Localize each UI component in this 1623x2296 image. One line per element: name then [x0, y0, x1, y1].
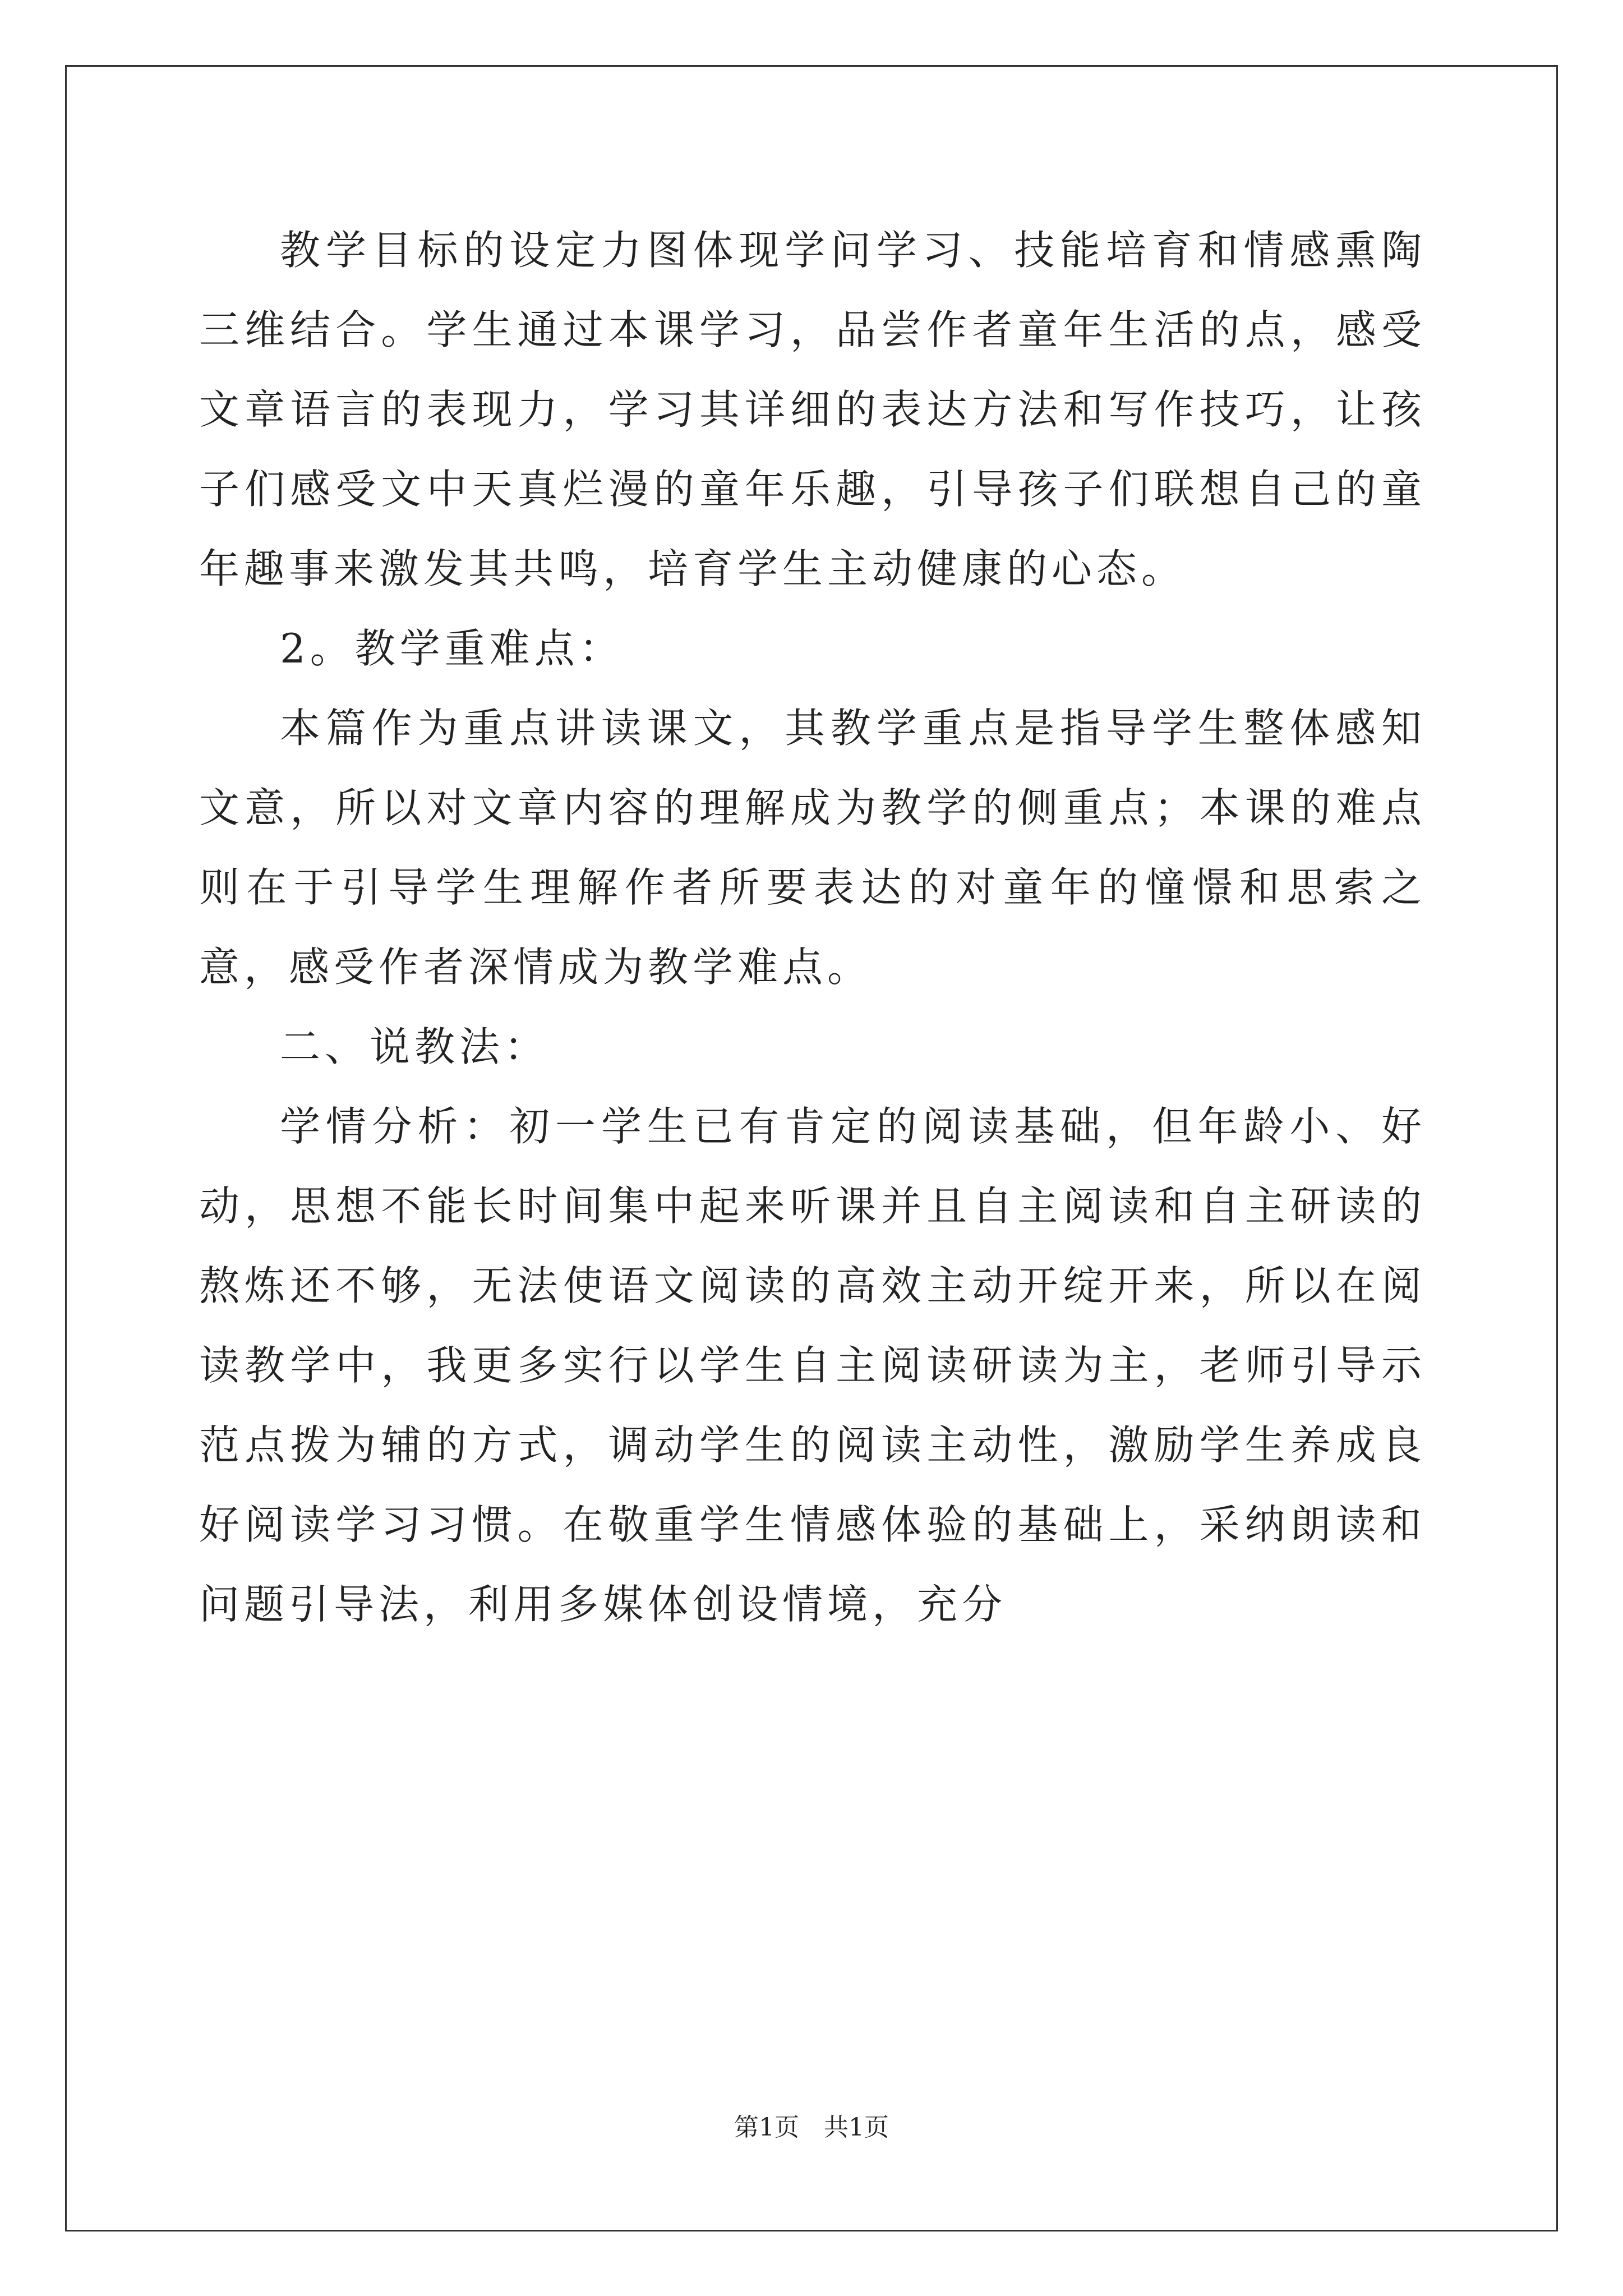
paragraph-heading-key-points: 2。教学重难点：: [280, 625, 624, 672]
page-number-current: 第1页: [734, 2113, 799, 2142]
document-body: [199, 210, 1426, 1644]
paragraph-student-analysis: 学情分析：初一学生已有肯定的阅读基础，但年龄小、好动，思想不能长时间集中起来听课并且自主阅读和自主研读的熬炼还不够，无法使语文阅读的高效主动开绽开来，所以在阅读教学中，我更多实行以学生自主阅读研读为主，老师引导示范点拨为辅的方式，调动学生的阅读主动性，激励学生养成良好阅读学习习惯。在敬重学生情感体验的基础上，采纳朗读和问题引导法，利用多媒体创设情境，充分: [199, 1103, 1426, 1628]
paragraph-key-points: 本篇作为重点讲读课文，其教学重点是指导学生整体感知文意，所以对文章内容的理解成为教学的侧重点；本课的难点则在于引导学生理解作者所要表达的对童年的憧憬和思索之意，感受作者深情成为教学难点。: [199, 705, 1426, 991]
paragraph-heading-teaching-methods: 二、说教法：: [280, 1023, 550, 1070]
paragraph-teaching-goals: 教学目标的设定力图体现学问学习、技能培育和情感熏陶三维结合。学生通过本课学习，品尝作者童年生活的点，感受文章语言的表现力，学习其详细的表达方法和写作技巧，让孩子们感受文中天真烂漫的童年乐趣，引导孩子们联想自己的童年趣事来激发其共鸣，培育学生主动健康的心态。: [199, 227, 1426, 592]
page-number-total: 共1页: [824, 2113, 889, 2142]
page-footer: [0, 2112, 1623, 2143]
